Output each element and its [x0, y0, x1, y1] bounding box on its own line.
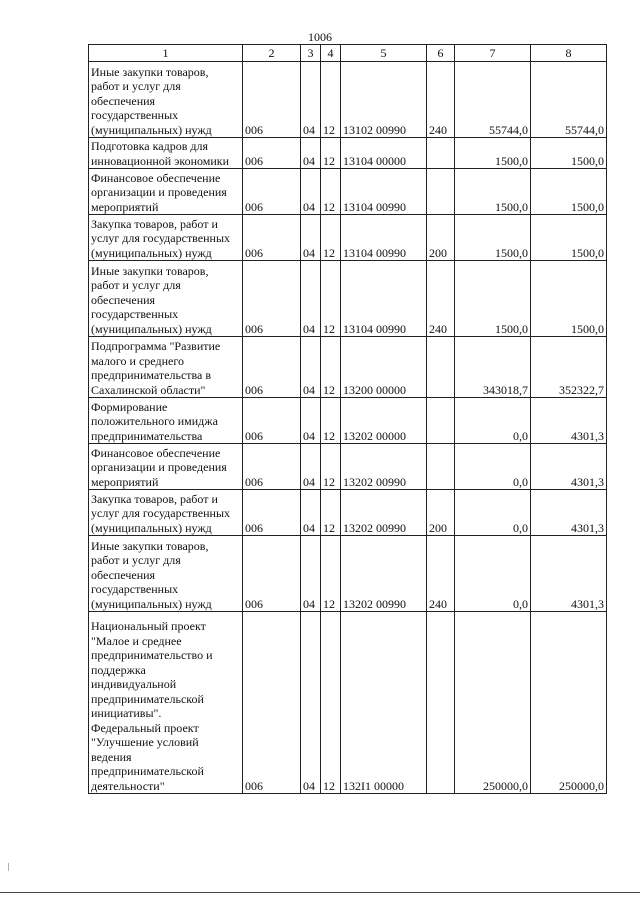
table-row: [89, 62, 607, 138]
row-name-cell: Закупка товаров, работ и услуг для государственных (муниципальных) нужд: [89, 215, 243, 261]
row-subsection-cell: 12: [321, 337, 341, 398]
row-subsection-cell: 12: [321, 215, 341, 261]
row-amount-year1-cell: 250000,0: [455, 612, 531, 794]
row-code-cell: 006: [243, 337, 301, 398]
row-name-cell: Подготовка кадров для инновационной экономики: [89, 138, 243, 169]
row-subsection-cell: 12: [321, 62, 341, 138]
column-header: 7: [455, 45, 531, 62]
row-code-cell: 006: [243, 444, 301, 490]
row-amount-year1-cell: 343018,7: [455, 337, 531, 398]
row-section-cell: 04: [301, 490, 321, 536]
row-subsection-cell: 12: [321, 398, 341, 444]
row-section-cell: 04: [301, 62, 321, 138]
column-header: 3: [301, 45, 321, 62]
row-subsection-cell: 12: [321, 490, 341, 536]
row-amount-year1-cell: 1500,0: [455, 169, 531, 215]
row-expense-type-cell: [427, 337, 455, 398]
table-row: [89, 612, 607, 794]
row-name-cell: Финансовое обеспечение организации и проведения мероприятий: [89, 169, 243, 215]
table-row: [89, 337, 607, 398]
row-amount-year1-cell: 1500,0: [455, 261, 531, 337]
row-name-cell: Подпрограмма "Развитие малого и среднего предпринимательства в Сахалинской области": [89, 337, 243, 398]
table-row: [89, 215, 607, 261]
row-section-cell: 04: [301, 444, 321, 490]
row-name-cell: Иные закупки товаров, работ и услуг для обеспечения государственных (муниципальных) нужд: [89, 261, 243, 337]
row-target-article-cell: 13104 00990: [341, 169, 427, 215]
row-code-cell: 006: [243, 612, 301, 794]
row-expense-type-cell: [427, 169, 455, 215]
row-amount-year1-cell: 55744,0: [455, 62, 531, 138]
table-body: [89, 62, 607, 794]
row-name-cell: Национальный проект "Малое и среднее предпринимательство и поддержка индивидуальной предпринимательской инициативы". Федеральный проект "Улучшение условий ведения предпринимательской деятельности": [89, 612, 243, 794]
budget-table: [88, 44, 607, 794]
row-target-article-cell: 13104 00990: [341, 215, 427, 261]
row-subsection-cell: 12: [321, 444, 341, 490]
row-section-cell: 04: [301, 215, 321, 261]
row-amount-year2-cell: 4301,3: [531, 536, 607, 612]
row-amount-year2-cell: 55744,0: [531, 62, 607, 138]
row-amount-year1-cell: 1500,0: [455, 138, 531, 169]
row-amount-year1-cell: 1500,0: [455, 215, 531, 261]
page-bottom-rule: [0, 892, 640, 893]
row-target-article-cell: 13202 00990: [341, 444, 427, 490]
row-code-cell: 006: [243, 169, 301, 215]
row-code-cell: 006: [243, 398, 301, 444]
row-code-cell: 006: [243, 62, 301, 138]
row-amount-year2-cell: 4301,3: [531, 490, 607, 536]
row-amount-year2-cell: 250000,0: [531, 612, 607, 794]
row-subsection-cell: 12: [321, 612, 341, 794]
row-section-cell: 04: [301, 536, 321, 612]
row-amount-year1-cell: 0,0: [455, 490, 531, 536]
row-target-article-cell: 13202 00000: [341, 398, 427, 444]
row-name-cell: Финансовое обеспечение организации и проведения мероприятий: [89, 444, 243, 490]
row-target-article-cell: 13104 00000: [341, 138, 427, 169]
column-header: 6: [427, 45, 455, 62]
row-amount-year2-cell: 4301,3: [531, 444, 607, 490]
row-name-cell: Иные закупки товаров, работ и услуг для обеспечения государственных (муниципальных) нужд: [89, 62, 243, 138]
row-code-cell: 006: [243, 536, 301, 612]
row-target-article-cell: 13202 00990: [341, 536, 427, 612]
column-header: 4: [321, 45, 341, 62]
table-row: [89, 490, 607, 536]
row-expense-type-cell: 240: [427, 536, 455, 612]
row-section-cell: 04: [301, 138, 321, 169]
row-code-cell: 006: [243, 138, 301, 169]
table-row: [89, 536, 607, 612]
row-section-cell: 04: [301, 337, 321, 398]
table-row: [89, 138, 607, 169]
row-target-article-cell: 13104 00990: [341, 261, 427, 337]
row-code-cell: 006: [243, 490, 301, 536]
page-number: 1006: [308, 30, 332, 44]
row-subsection-cell: 12: [321, 261, 341, 337]
row-expense-type-cell: 240: [427, 62, 455, 138]
table-header-row: [89, 45, 607, 62]
row-section-cell: 04: [301, 398, 321, 444]
row-amount-year2-cell: 1500,0: [531, 138, 607, 169]
row-amount-year1-cell: 0,0: [455, 444, 531, 490]
column-header: 5: [341, 45, 427, 62]
table-row: [89, 398, 607, 444]
row-amount-year2-cell: 4301,3: [531, 398, 607, 444]
row-section-cell: 04: [301, 169, 321, 215]
row-target-article-cell: 132I1 00000: [341, 612, 427, 794]
row-target-article-cell: 13102 00990: [341, 62, 427, 138]
row-amount-year1-cell: 0,0: [455, 536, 531, 612]
table-row: [89, 169, 607, 215]
row-name-cell: Иные закупки товаров, работ и услуг для обеспечения государственных (муниципальных) нужд: [89, 536, 243, 612]
row-expense-type-cell: 240: [427, 261, 455, 337]
row-name-cell: Формирование положительного имиджа предпринимательства: [89, 398, 243, 444]
row-amount-year2-cell: 1500,0: [531, 215, 607, 261]
row-section-cell: 04: [301, 261, 321, 337]
row-amount-year2-cell: 352322,7: [531, 337, 607, 398]
table-row: [89, 261, 607, 337]
row-expense-type-cell: [427, 398, 455, 444]
row-code-cell: 006: [243, 261, 301, 337]
row-subsection-cell: 12: [321, 536, 341, 612]
row-subsection-cell: 12: [321, 138, 341, 169]
row-amount-year2-cell: 1500,0: [531, 169, 607, 215]
column-header: 2: [243, 45, 301, 62]
row-expense-type-cell: [427, 444, 455, 490]
row-section-cell: 04: [301, 612, 321, 794]
row-expense-type-cell: [427, 612, 455, 794]
column-header: 8: [531, 45, 607, 62]
row-subsection-cell: 12: [321, 169, 341, 215]
row-amount-year2-cell: 1500,0: [531, 261, 607, 337]
scan-artifact-mark: ⁄: [4, 862, 13, 873]
column-header: 1: [89, 45, 243, 62]
row-target-article-cell: 13202 00990: [341, 490, 427, 536]
row-amount-year1-cell: 0,0: [455, 398, 531, 444]
table-row: [89, 444, 607, 490]
row-code-cell: 006: [243, 215, 301, 261]
row-expense-type-cell: 200: [427, 490, 455, 536]
row-expense-type-cell: 200: [427, 215, 455, 261]
row-name-cell: Закупка товаров, работ и услуг для государственных (муниципальных) нужд: [89, 490, 243, 536]
row-target-article-cell: 13200 00000: [341, 337, 427, 398]
row-expense-type-cell: [427, 138, 455, 169]
